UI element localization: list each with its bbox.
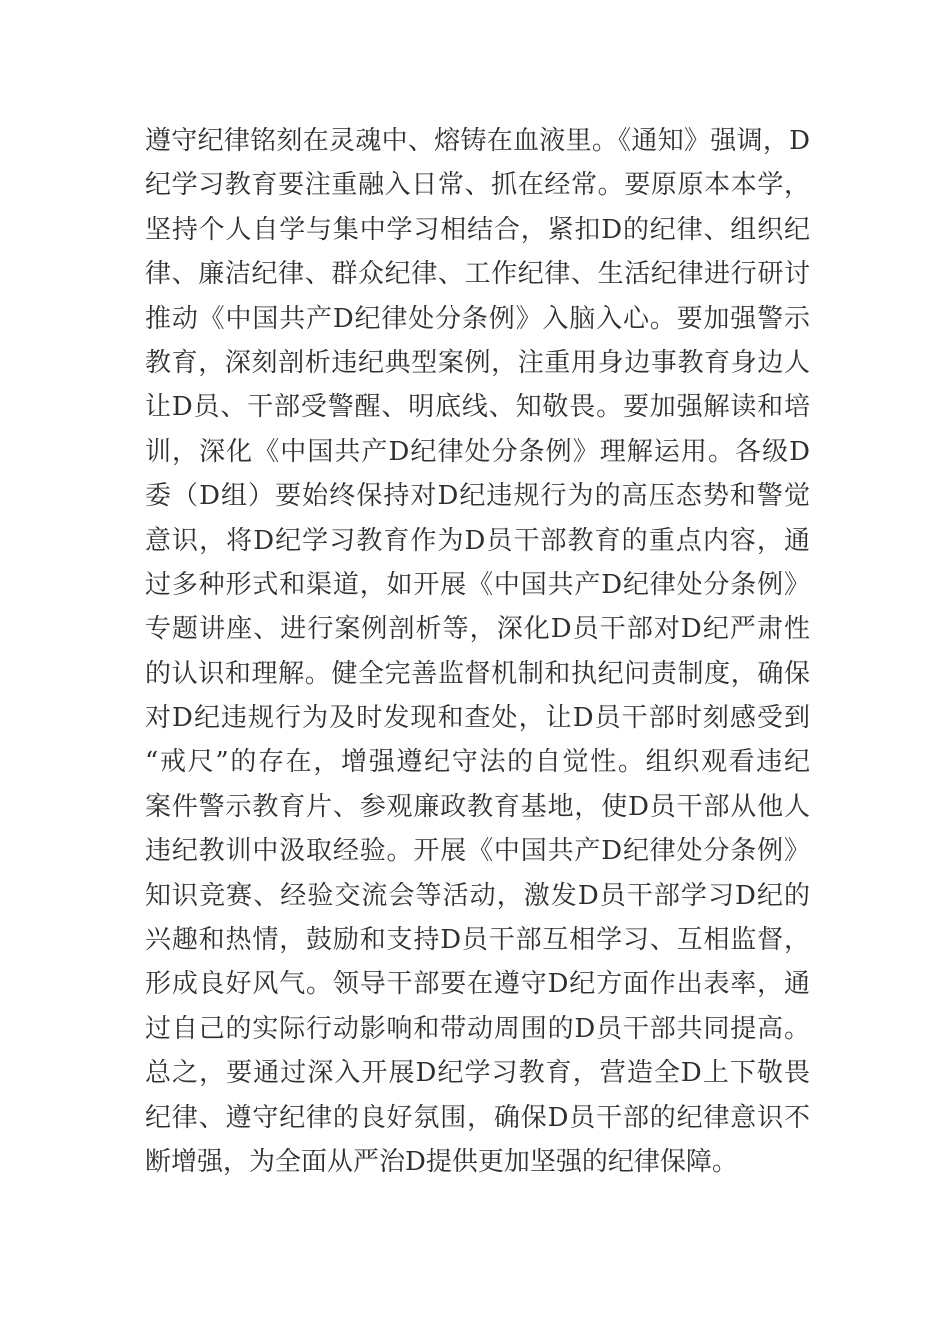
text-line: 专题讲座、进行案例剖析等，深化D员干部对D纪严肃性	[145, 614, 810, 645]
text-line: 过多种形式和渠道，如开展《中国共产D纪律处分条例》	[145, 569, 810, 600]
text-line: 纪律、遵守纪律的良好氛围，确保D员干部的纪律意识不	[145, 1102, 810, 1133]
text-line: 总之，要通过深入开展D纪学习教育，营造全D上下敬畏	[145, 1058, 810, 1089]
text-line: 兴趣和热情，鼓励和支持D员干部互相学习、互相监督，	[145, 925, 810, 956]
text-line: 律、廉洁纪律、群众纪律、工作纪律、生活纪律进行研讨	[145, 259, 810, 290]
text-line: 过自己的实际行动影响和带动周围的D员干部共同提高。	[145, 1013, 810, 1044]
text-line: 违纪教训中汲取经验。开展《中国共产D纪律处分条例》	[145, 836, 810, 867]
body-text	[145, 119, 810, 1184]
text-line: 意识，将D纪学习教育作为D员干部教育的重点内容，通	[145, 525, 810, 556]
text-line: 案件警示教育片、参观廉政教育基地，使D员干部从他人	[145, 791, 810, 822]
text-line: 训，深化《中国共产D纪律处分条例》理解运用。各级D	[145, 436, 810, 467]
text-line: “戒尺”的存在，增强遵纪守法的自觉性。组织观看违纪	[145, 747, 810, 778]
text-line: 对D纪违规行为及时发现和查处，让D员干部时刻感受到	[145, 703, 810, 734]
text-line: 的认识和理解。健全完善监督机制和执纪问责制度，确保	[145, 658, 810, 689]
text-line: 纪学习教育要注重融入日常、抓在经常。要原原本本学，	[145, 170, 810, 201]
text-line: 让D员、干部受警醒、明底线、知敬畏。要加强解读和培	[145, 392, 810, 423]
text-line: 知识竞赛、经验交流会等活动，激发D员干部学习D纪的	[145, 880, 810, 911]
text-line: 断增强，为全面从严治D提供更加坚强的纪律保障。	[145, 1146, 738, 1177]
text-line: 教育，深刻剖析违纪典型案例，注重用身边事教育身边人	[145, 347, 810, 378]
text-line: 遵守纪律铭刻在灵魂中、熔铸在血液里。《通知》强调，D	[145, 126, 810, 156]
text-line: 形成良好风气。领导干部要在遵守D纪方面作出表率，通	[145, 969, 810, 1000]
text-line: 推动《中国共产D纪律处分条例》入脑入心。要加强警示	[145, 303, 810, 334]
text-line: 委（D组）要始终保持对D纪违规行为的高压态势和警觉	[145, 481, 810, 512]
text-line: 坚持个人自学与集中学习相结合，紧扣D的纪律、组织纪	[145, 214, 810, 245]
